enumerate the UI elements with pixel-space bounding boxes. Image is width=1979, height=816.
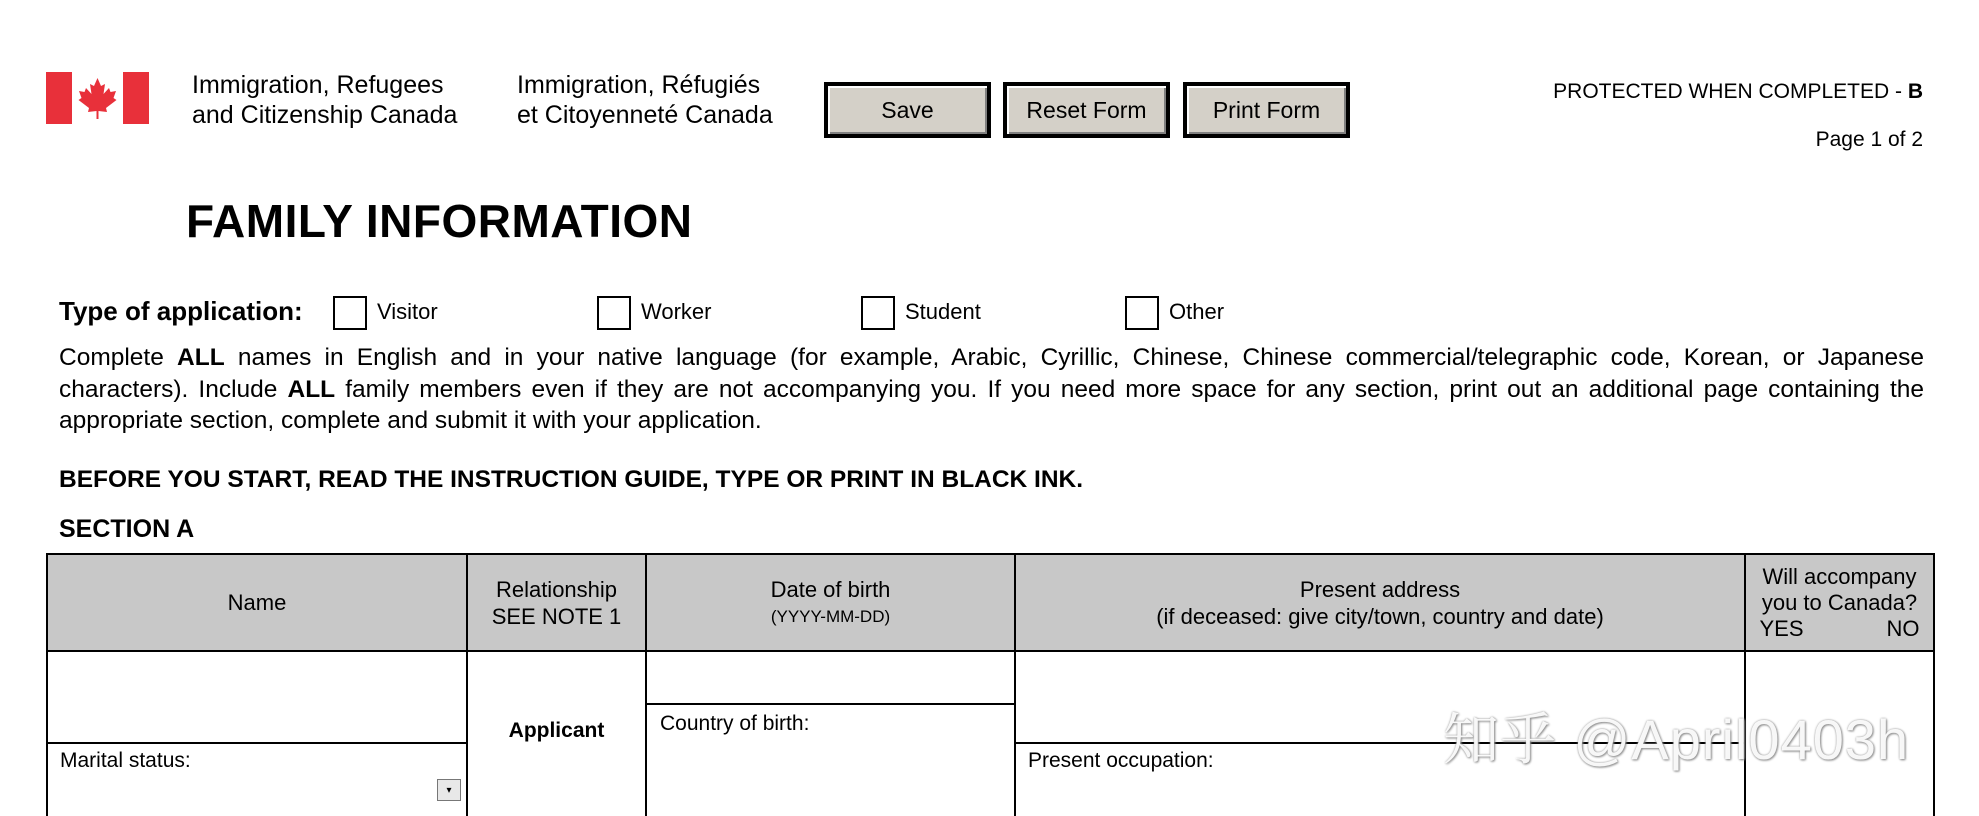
instructions-text-1: Complete: [59, 344, 178, 371]
column-header-relationship: [468, 555, 645, 650]
column-header-date-of-birth: [647, 555, 1014, 650]
page-number: Page 1 of 2: [1815, 128, 1923, 151]
relationship-applicant: Applicant: [508, 719, 605, 742]
column-header-dob-line2: (YYYY-MM-DD): [770, 606, 891, 626]
worker-checkbox-label: Worker: [641, 299, 712, 324]
department-name-french-line2: et Citoyenneté Canada: [517, 101, 773, 129]
instructions-text-3: family members even if they are not accompanying you. If you need more space for any section, print out an additional page containing the appropriate section, complete and submit it with your application.: [59, 375, 1924, 434]
column-header-relationship-line1: Relationship: [495, 576, 618, 602]
column-header-address-line2: (if deceased: give city/town, country and date): [1156, 603, 1604, 629]
column-header-relationship-line2: SEE NOTE 1: [491, 603, 622, 629]
yes-no-labels: [1760, 616, 1920, 642]
section-a-heading: SECTION A: [59, 515, 195, 543]
watermark-text: 知乎 @April0403h: [1443, 708, 1910, 771]
column-header-present-address: [1016, 555, 1744, 650]
protected-notice: [1553, 80, 1923, 104]
section-a-table: [46, 553, 1935, 816]
other-checkbox[interactable]: [1125, 296, 1159, 330]
application-type-label: Type of application:: [59, 296, 303, 326]
no-label: NO: [1886, 615, 1920, 641]
protected-level: B: [1907, 80, 1923, 103]
name-field[interactable]: [48, 652, 466, 742]
reset-form-button[interactable]: Reset Form: [1003, 82, 1170, 138]
instructions-bold-1: ALL: [177, 344, 225, 371]
other-checkbox-label: Other: [1169, 299, 1225, 324]
student-checkbox[interactable]: [861, 296, 895, 330]
department-name-french: [517, 70, 773, 130]
marital-status-label: Marital status:: [60, 749, 191, 772]
department-name-english: [192, 70, 457, 130]
name-marital-divider: [48, 742, 466, 744]
present-occupation-label: Present occupation:: [1028, 749, 1214, 772]
date-of-birth-field[interactable]: [647, 652, 1014, 703]
country-of-birth-label: Country of birth:: [660, 712, 810, 735]
dob-country-divider: [645, 703, 1014, 705]
student-checkbox-label: Student: [905, 299, 981, 324]
column-header-name-text: Name: [227, 590, 287, 615]
print-form-button[interactable]: Print Form: [1183, 82, 1350, 138]
column-header-accompany: [1746, 555, 1933, 650]
yes-label: YES: [1759, 615, 1804, 641]
department-name-french-line1: Immigration, Réfugiés: [517, 71, 761, 99]
before-you-start-notice: BEFORE YOU START, READ THE INSTRUCTION GUIDE, TYPE OR PRINT IN BLACK INK.: [59, 466, 1084, 493]
marital-status-dropdown[interactable]: [437, 779, 461, 801]
protected-text: PROTECTED WHEN COMPLETED -: [1553, 80, 1908, 103]
column-header-address-line1: Present address: [1299, 576, 1461, 602]
save-button[interactable]: Save: [824, 82, 991, 138]
column-header-accompany-line2: you to Canada?: [1761, 589, 1918, 615]
visitor-checkbox-label: Visitor: [377, 299, 438, 324]
column-header-dob-line1: Date of birth: [770, 576, 891, 602]
department-name-english-line2: and Citizenship Canada: [192, 101, 458, 129]
column-header-name: [48, 555, 466, 650]
department-name-english-line1: Immigration, Refugees: [192, 71, 444, 99]
instructions-paragraph: [59, 342, 1924, 437]
column-header-accompany-line1: Will accompany: [1762, 563, 1917, 589]
instructions-text-2: names in English and in your native language (for example, Arabic, Cyrillic, Chinese, Chinese commercial/telegraphic code, Korean, or Japanese characters). Include: [59, 344, 1924, 403]
canada-flag-icon: [46, 72, 149, 124]
instructions-bold-2: ALL: [287, 375, 336, 403]
worker-checkbox[interactable]: [597, 296, 631, 330]
visitor-checkbox[interactable]: [333, 296, 367, 330]
chevron-down-icon: ▾: [446, 784, 452, 796]
page-title: FAMILY INFORMATION: [186, 195, 693, 247]
